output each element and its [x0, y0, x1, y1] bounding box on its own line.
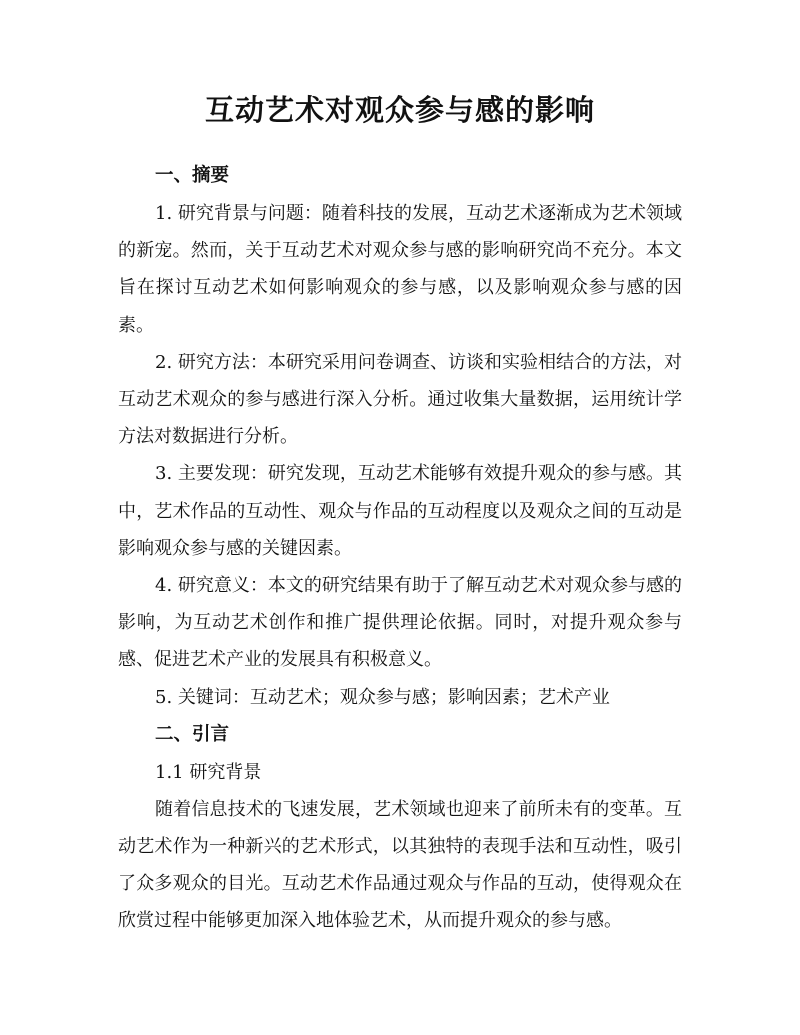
- abstract-keywords: 5. 关键词：互动艺术；观众参与感；影响因素；艺术产业: [155, 686, 610, 708]
- section-heading-introduction: 二、引言: [155, 723, 230, 745]
- abstract-paragraph-3: 3. 主要发现：研究发现，互动艺术能够有效提升观众的参与感。其中，艺术作品的互动性、观众与作品的互动程度以及观众之间的互动是影响观众参与感的关键因素。: [118, 463, 682, 559]
- subsection-heading-background: 1.1 研究背景: [155, 761, 262, 783]
- abstract-paragraph-2: 2. 研究方法：本研究采用问卷调查、访谈和实验相结合的方法，对互动艺术观众的参与感进行深入分析。通过收集大量数据，运用统计学方法对数据进行分析。: [118, 351, 682, 448]
- document-title: 互动艺术对观众参与感的影响: [204, 93, 595, 127]
- abstract-paragraph-1: 1. 研究背景与问题：随着科技的发展，互动艺术逐渐成为艺术领域的新宠。然而，关于互动艺术对观众参与感的影响研究尚不充分。本文旨在探讨互动艺术如何影响观众的参与感，以及影响观众参与感的因素。: [118, 203, 682, 336]
- section-heading-abstract: 一、摘要: [155, 165, 230, 186]
- introduction-paragraph: 随着信息技术的飞速发展，艺术领域也迎来了前所未有的变革。互动艺术作为一种新兴的艺术形式，以其独特的表现手法和互动性，吸引了众多观众的目光。互动艺术作品通过观众与作品的互动，使得观众在欣赏过程中能够更加深入地体验艺术，从而提升观众的参与感。: [118, 798, 682, 932]
- abstract-paragraph-4: 4. 研究意义：本文的研究结果有助于了解互动艺术对观众参与感的影响，为互动艺术创作和推广提供理论依据。同时，对提升观众参与感、促进艺术产业的发展具有积极意义。: [118, 575, 682, 671]
